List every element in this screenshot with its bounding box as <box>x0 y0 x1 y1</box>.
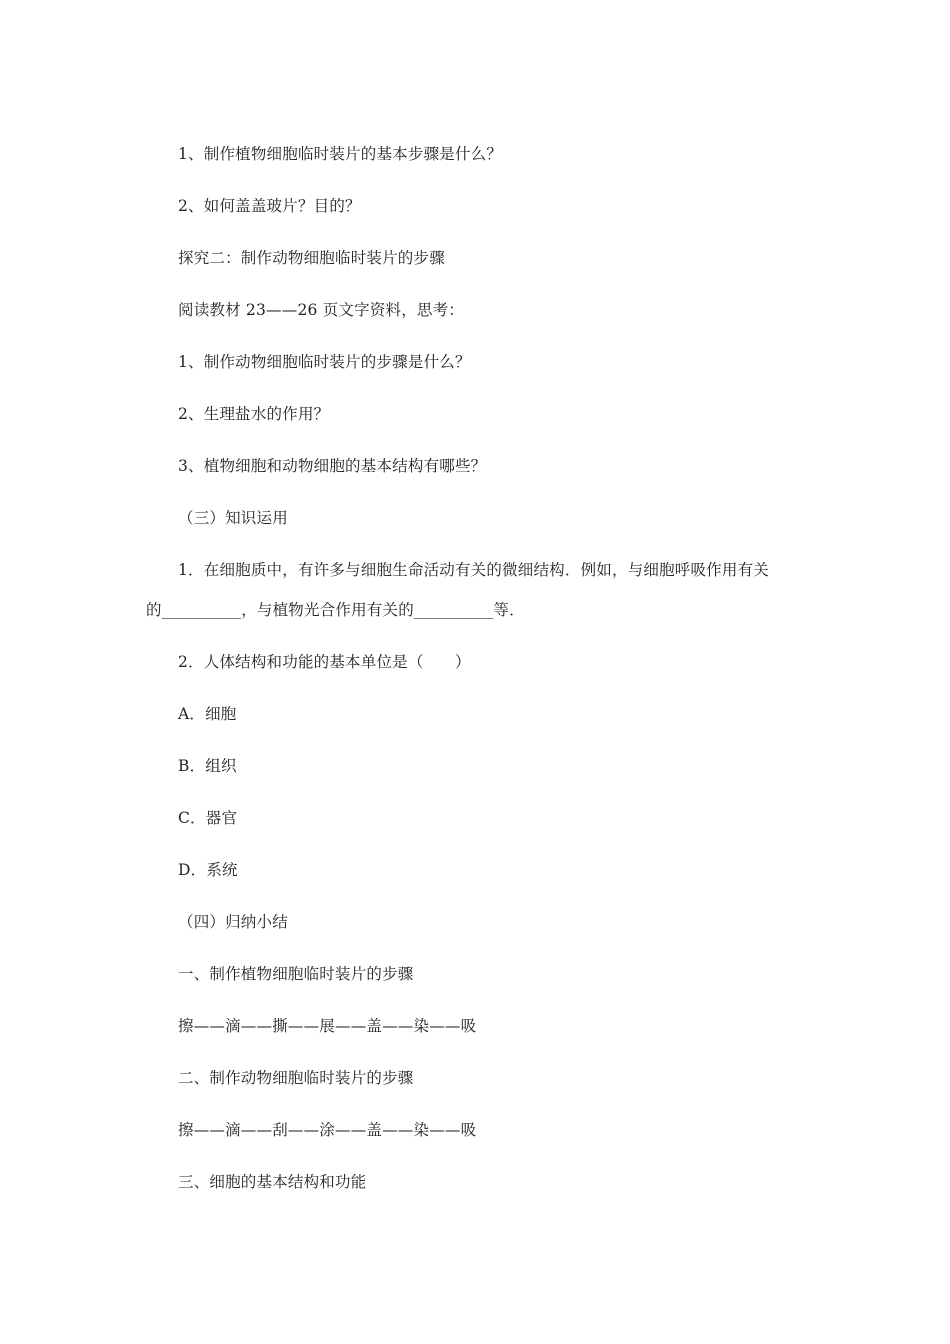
exercise-1-line-1: 1．在细胞质中，有许多与细胞生命活动有关的微细结构．例如，与细胞呼吸作用有关 <box>178 560 769 579</box>
section-summary: （四）归纳小结 <box>178 912 288 931</box>
question-saline-role: 2、生理盐水的作用？ <box>178 404 330 423</box>
summary-plant-slide-heading: 一、制作植物细胞临时装片的步骤 <box>178 964 414 983</box>
inquiry-two-heading: 探究二：制作动物细胞临时装片的步骤 <box>178 248 445 267</box>
summary-animal-slide-steps: 擦——滴——刮——涂——盖——染——吸 <box>178 1120 477 1139</box>
question-basic-structures: 3、植物细胞和动物细胞的基本结构有哪些？ <box>178 456 487 475</box>
summary-animal-slide-heading: 二、制作动物细胞临时装片的步骤 <box>178 1068 414 1087</box>
option-c: C．器官 <box>178 808 238 827</box>
option-b: B．组织 <box>178 756 237 775</box>
option-d: D．系统 <box>178 860 238 879</box>
section-knowledge-application: （三）知识运用 <box>178 508 288 527</box>
summary-cell-structure-heading: 三、细胞的基本结构和功能 <box>178 1172 367 1191</box>
exercise-2-question: 2．人体结构和功能的基本单位是（ ） <box>178 652 471 671</box>
reading-instruction: 阅读教材 23——26 页文字资料，思考： <box>178 300 465 319</box>
question-cover-slip: 2、如何盖盖玻片？目的？ <box>178 196 361 215</box>
exercise-1-line-2: 的__________，与植物光合作用有关的__________等． <box>146 600 525 619</box>
summary-plant-slide-steps: 擦——滴——撕——展——盖——染——吸 <box>178 1016 477 1035</box>
question-plant-slide-steps: 1、制作植物细胞临时装片的基本步骤是什么？ <box>178 144 503 163</box>
question-animal-slide-steps: 1、制作动物细胞临时装片的步骤是什么？ <box>178 352 471 371</box>
option-a: A．细胞 <box>178 704 237 723</box>
